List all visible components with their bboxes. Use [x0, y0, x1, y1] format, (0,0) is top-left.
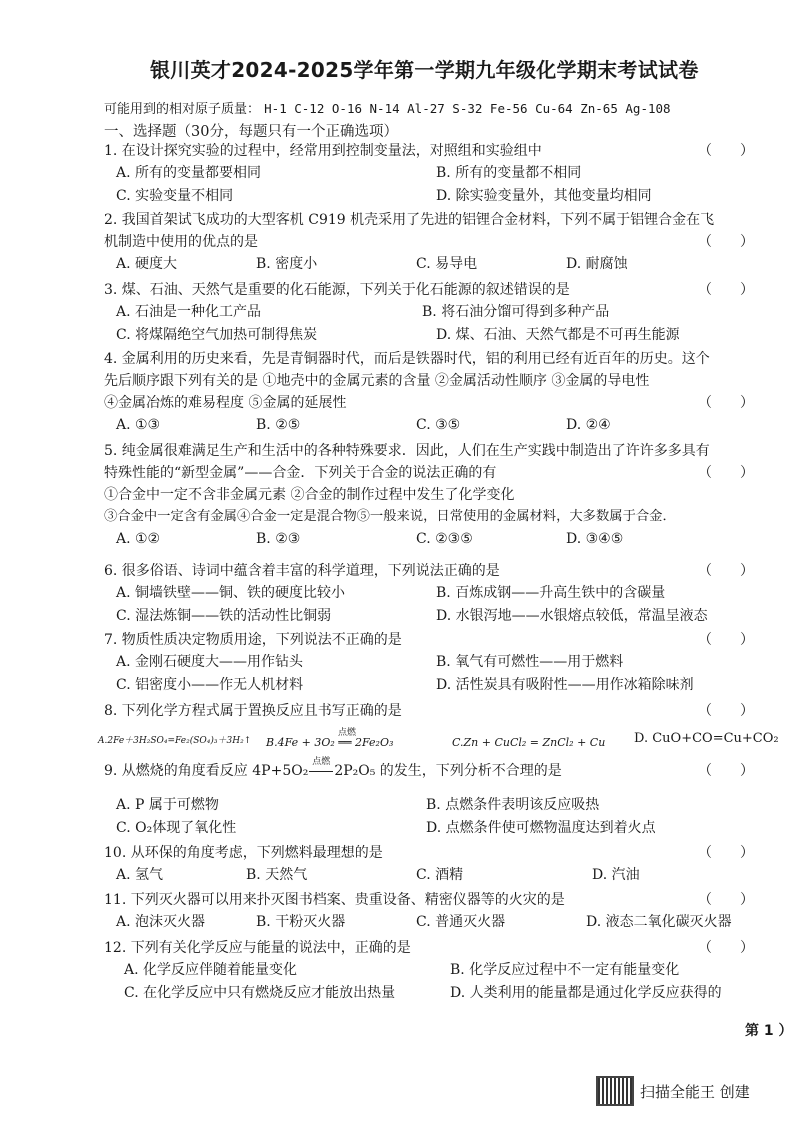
option-c: C.Zn + CuCl₂ = ZnCl₂ + Cu: [452, 736, 606, 749]
option-b: B. 将石油分馏可得到多种产品: [422, 304, 610, 320]
answer-blank: （ ）: [698, 234, 754, 250]
answer-blank: （ ）: [698, 465, 754, 481]
question-1: [104, 140, 784, 208]
reaction-condition: 点燃: [312, 757, 331, 767]
question-2: [104, 209, 784, 276]
question-6: [104, 560, 784, 628]
question-stem: 12. 下列有关化学反应与能量的说法中，正确的是: [104, 940, 411, 956]
question-stem: 6. 很多俗语、诗词中蕴含着丰富的科学道理，下列说法正确的是: [104, 563, 500, 579]
question-stem-cont: 特殊性能的“新型金属”——合金．下列关于合金的说法正确的有: [104, 465, 497, 481]
question-stem: 2. 我国首架试飞成功的大型客机 C919 机壳采用了先进的铝锂合金材料，下列不属于铝锂合金在飞: [104, 212, 715, 228]
question-9: [104, 757, 784, 840]
answer-blank: （ ）: [698, 845, 754, 861]
question-3: [104, 279, 784, 347]
option-d: D. 活性炭具有吸附性——用作冰箱除味剂: [436, 677, 694, 693]
option-c: C. 在化学反应中只有燃烧反应才能放出热量: [124, 985, 396, 1001]
answer-blank: （ ）: [698, 282, 754, 298]
option-b: B. ②⑤: [256, 417, 301, 433]
option-c: C. 实验变量不相同: [116, 188, 234, 204]
option-b: B. ②③: [256, 531, 301, 547]
question-stem-cont: 机制造中使用的优点的是: [104, 234, 258, 250]
option-c: C. ②③⑤: [416, 531, 473, 547]
option-c: C. 酒精: [416, 867, 464, 883]
question-stem: 7. 物质性质决定物质用途，下列说法不正确的是: [104, 632, 402, 648]
answer-blank: （ ）: [698, 763, 754, 779]
option-b: B. 氧气有可燃性——用于燃料: [436, 654, 624, 670]
option-a: A. 化学反应伴随着能量变化: [124, 962, 298, 978]
atomic-masses-label: 可能用到的相对原子质量：: [104, 102, 261, 117]
option-d: D. 人类利用的能量都是通过化学反应获得的: [450, 985, 722, 1001]
option-d: D. ③④⑤: [566, 531, 624, 547]
option-b: B. 所有的变量都不相同: [436, 165, 582, 181]
option-d: D. 除实验变量外，其他变量均相同: [436, 188, 652, 204]
option-a: A. ①③: [116, 417, 161, 433]
option-b: B.4Fe + 3O₂ ══ 2Fe₂O₃: [266, 736, 394, 749]
option-d: D. 汽油: [592, 867, 640, 883]
question-12: [104, 937, 784, 1005]
question-stem: 4. 金属利用的历史来看，先是青铜器时代，而后是铁器时代，铝的利用已经有近百年的历史。这个: [104, 351, 710, 367]
option-c: C. 普通灭火器: [416, 914, 506, 930]
option-a: A. 泡沫灭火器: [116, 914, 206, 930]
question-10: [104, 842, 784, 887]
option-a: A. 氢气: [116, 867, 164, 883]
answer-blank: （ ）: [698, 703, 754, 719]
question-4: [104, 348, 784, 437]
option-c: C. 湿法炼铜——铁的活动性比铜弱: [116, 608, 332, 624]
atomic-masses: [104, 98, 784, 117]
answer-blank: （ ）: [698, 892, 754, 908]
option-a: A. 所有的变量都要相同: [116, 165, 262, 181]
question-stem-cont: 先后顺序跟下列有关的是 ①地壳中的金属元素的含量 ②金属活动性顺序 ③金属的导电性: [104, 373, 650, 389]
answer-blank: （ ）: [698, 395, 754, 411]
atomic-masses-values: H-1 C-12 O-16 N-14 Al-27 S-32 Fe-56 Cu-64 Zn-65 Ag-108: [264, 101, 671, 116]
question-stem: 5. 纯金属很难满足生产和生活中的各种特殊要求．因此，人们在生产实践中制造出了许许多多具有: [104, 443, 710, 459]
option-d: D. CuO+CO=Cu+CO₂: [634, 731, 779, 746]
option-d: D. 耐腐蚀: [566, 256, 628, 272]
page-number: 第 1 ）: [745, 1023, 793, 1039]
option-b: B. 化学反应过程中不一定有能量变化: [450, 962, 680, 978]
option-a: A. 硬度大: [116, 256, 178, 272]
question-stem-cont: ①合金中一定不含非金属元素 ②合金的制作过程中发生了化学变化: [104, 487, 515, 503]
option-a: A. 铜墙铁壁——铜、铁的硬度比较小: [116, 585, 346, 601]
option-a: A. P 属于可燃物: [116, 797, 219, 813]
question-stem: 1. 在设计探究实验的过程中，经常用到控制变量法，对照组和实验组中: [104, 143, 542, 159]
option-d: D. ②④: [566, 417, 611, 433]
option-a: A. 金刚石硬度大——用作钻头: [116, 654, 304, 670]
question-stem-cont: 2P₂O₅ 的发生，下列分析不合理的是: [334, 763, 562, 779]
question-8: [98, 700, 784, 752]
question-stem: 10. 从环保的角度考虑，下列燃料最理想的是: [104, 845, 383, 861]
option-a: A.2Fe＋3H₂SO₄=Fe₂(SO₄)₃＋3H₂↑: [98, 736, 252, 746]
answer-blank: （ ）: [698, 632, 754, 648]
option-c: C. 将煤隔绝空气加热可制得焦炭: [116, 327, 318, 343]
option-c: C. ③⑤: [416, 417, 461, 433]
reaction-condition: 点燃: [338, 728, 357, 738]
question-stem: 8. 下列化学方程式属于置换反应且书写正确的是: [104, 703, 402, 719]
answer-blank: （ ）: [698, 143, 754, 159]
scanner-watermark-text: 扫描全能王 创建: [640, 1082, 750, 1101]
option-d: D. 点燃条件使可燃物温度达到着火点: [426, 820, 656, 836]
answer-blank: （ ）: [698, 940, 754, 956]
question-stem: 3. 煤、石油、天然气是重要的化石能源，下列关于化石能源的叙述错误的是: [104, 282, 570, 298]
option-b: B. 干粉灭火器: [256, 914, 346, 930]
option-b: B. 点燃条件表明该反应吸热: [426, 797, 600, 813]
question-5: [104, 440, 784, 551]
option-d: D. 煤、石油、天然气都是不可再生能源: [436, 327, 680, 343]
option-d: D. 水银泻地——水银熔点较低，常温呈液态: [436, 608, 708, 624]
question-stem-cont: ③合金中一定含有金属④合金一定是混合物⑤一般来说，日常使用的金属材料，大多数属于合金．: [104, 509, 676, 524]
scanner-watermark: [596, 1076, 786, 1106]
question-stem: 9. 从燃烧的角度看反应 4P+5O₂: [104, 763, 309, 779]
answer-blank: （ ）: [698, 563, 754, 579]
qr-code-icon: [596, 1076, 634, 1106]
option-a: A. 石油是一种化工产品: [116, 304, 262, 320]
option-c: C. 易导电: [416, 256, 478, 272]
option-c: C. 铝密度小——作无人机材料: [116, 677, 304, 693]
option-c: C. O₂体现了氧化性: [116, 820, 237, 836]
option-d: D. 液态二氧化碳灭火器: [586, 914, 732, 930]
question-7: [104, 629, 784, 697]
option-b: B. 百炼成钢——升高生铁中的含碳量: [436, 585, 666, 601]
option-b: B. 天然气: [246, 867, 308, 883]
question-11: [104, 889, 784, 934]
section-heading: 一、选择题（30分，每题只有一个正确选项）: [104, 124, 398, 140]
question-stem: 11. 下列灭火器可以用来扑灭图书档案、贵重设备、精密仪器等的火灾的是: [104, 892, 565, 908]
option-b: B. 密度小: [256, 256, 318, 272]
question-stem-cont: ④金属冶炼的难易程度 ⑤金属的延展性: [104, 395, 347, 411]
option-a: A. ①②: [116, 531, 161, 547]
exam-title: 银川英才2024-2025学年第一学期九年级化学期末考试试卷: [150, 58, 699, 82]
